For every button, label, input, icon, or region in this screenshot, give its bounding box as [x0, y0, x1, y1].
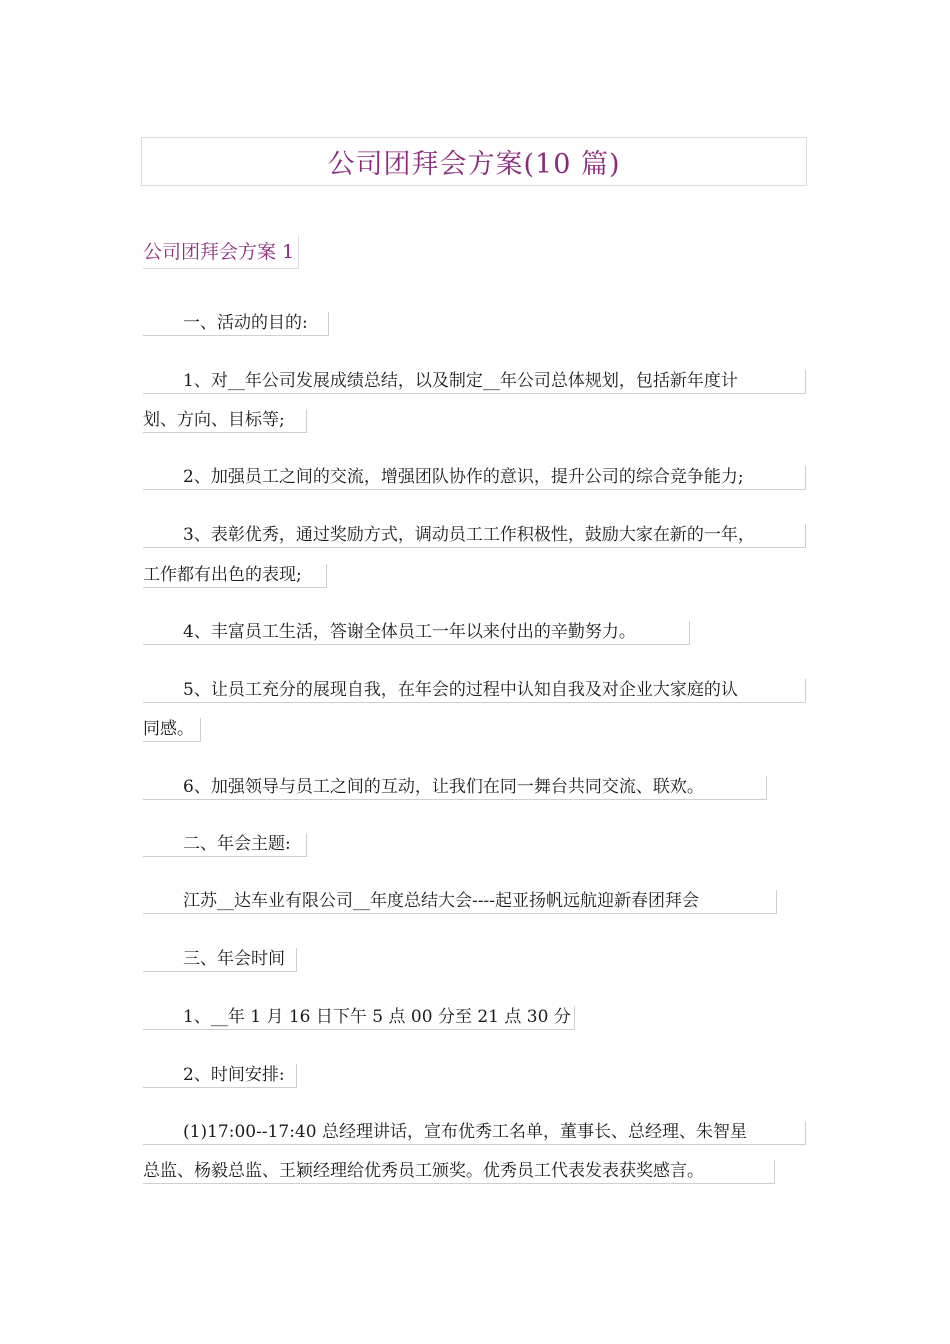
paragraph-line: 二、年会主题: [143, 833, 307, 857]
paragraph-line: 工作都有出色的表现; [143, 564, 327, 588]
paragraph-line: 3、表彰优秀，通过奖励方式，调动员工工作积极性，鼓励大家在新的一年， [143, 524, 806, 548]
paragraph-line: 三、年会时间 [143, 948, 297, 972]
paragraph-line: 2、时间安排: [143, 1064, 297, 1088]
document-title-box [141, 137, 807, 186]
paragraph-line: (1)17:00--17:40 总经理讲话，宣布优秀工名单，董事长、总经理、朱智星 [143, 1121, 806, 1145]
paragraph-line: 1、__年 1 月 16 日下午 5 点 00 分至 21 点 30 分 [143, 1006, 575, 1030]
paragraph-line: 江苏__达车业有限公司__年度总结大会----起亚扬帆远航迎新春团拜会 [143, 890, 777, 914]
paragraph-line: 4、丰富员工生活，答谢全体员工一年以来付出的辛勤努力。 [143, 621, 690, 645]
section-heading: 公司团拜会方案 1 [143, 236, 299, 269]
paragraph-line: 同感。 [143, 718, 201, 742]
paragraph-line: 划、方向、目标等; [143, 409, 307, 433]
paragraph-line: 2、加强员工之间的交流，增强团队协作的意识，提升公司的综合竞争能力; [143, 466, 806, 490]
paragraph-line: 一、活动的目的: [143, 312, 329, 336]
paragraph-line: 1、对__年公司发展成绩总结，以及制定__年公司总体规划，包括新年度计 [143, 370, 806, 394]
paragraph-line: 5、让员工充分的展现自我，在年会的过程中认知自我及对企业大家庭的认 [143, 679, 806, 703]
paragraph-line: 总监、杨毅总监、王颖经理给优秀员工颁奖。优秀员工代表发表获奖感言。 [143, 1160, 775, 1184]
paragraph-line: 6、加强领导与员工之间的互动，让我们在同一舞台共同交流、联欢。 [143, 776, 767, 800]
document-title: 公司团拜会方案(10 篇) [327, 149, 621, 180]
